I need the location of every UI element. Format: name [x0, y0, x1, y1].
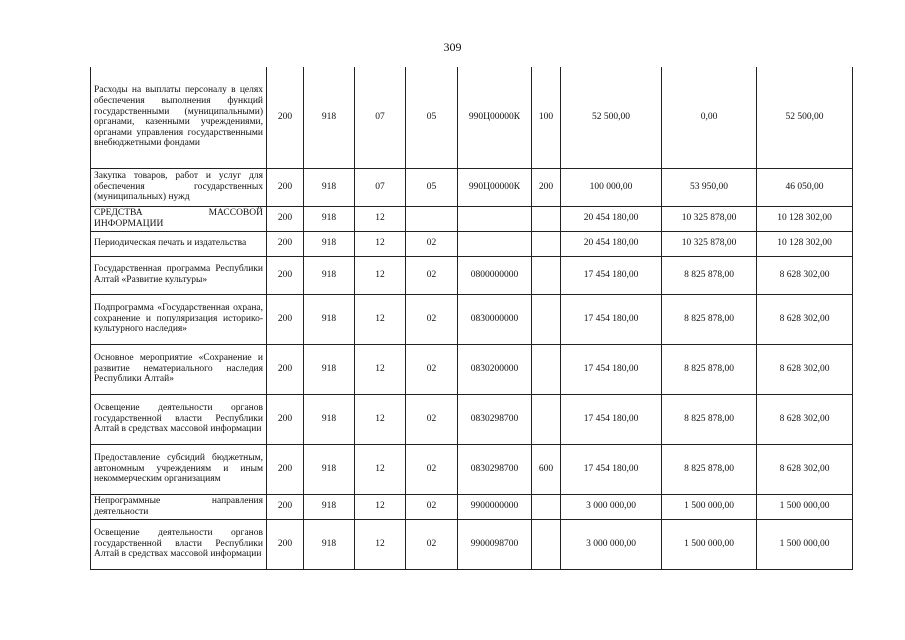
amount-total-cell: 17 454 180,00 — [561, 394, 662, 444]
expense-type-cell — [532, 294, 561, 344]
amount-total-cell: 17 454 180,00 — [561, 344, 662, 394]
amount-column-2-cell: 8 825 878,00 — [662, 256, 757, 294]
amount-total-cell: 3 000 000,00 — [561, 494, 662, 519]
subsection-cell: 02 — [406, 394, 458, 444]
row-name-cell: Освещение деятельности органов государственной власти Республики Алтай в средствах массовой информации — [91, 394, 267, 444]
subsection-cell: 05 — [406, 168, 458, 206]
expense-type-cell — [532, 494, 561, 519]
amount-column-2-cell: 1 500 000,00 — [662, 494, 757, 519]
amount-column-3-cell: 10 128 302,00 — [757, 206, 853, 231]
row-name-cell: СРЕДСТВА МАССОВОЙ ИНФОРМАЦИИ — [91, 206, 267, 231]
expense-type-cell — [532, 519, 561, 569]
target-article-cell: 9900098700 — [458, 519, 532, 569]
table-row — [91, 494, 853, 519]
code-cell-1: 200 — [267, 256, 304, 294]
expense-type-cell: 200 — [532, 168, 561, 206]
code-cell-1: 200 — [267, 206, 304, 231]
amount-column-2-cell: 8 825 878,00 — [662, 394, 757, 444]
target-article-cell — [458, 231, 532, 256]
ministry-code-cell: 918 — [304, 294, 355, 344]
amount-column-2-cell: 8 825 878,00 — [662, 294, 757, 344]
subsection-cell: 02 — [406, 231, 458, 256]
amount-column-2-cell: 10 325 878,00 — [662, 231, 757, 256]
ministry-code-cell: 918 — [304, 206, 355, 231]
row-name-cell: Предоставление субсидий бюджетным, автономным учреждениям и иным некоммерческим организациям — [91, 444, 267, 494]
code-cell-1: 200 — [267, 67, 304, 168]
target-article-cell: 990Ц00000К — [458, 168, 532, 206]
ministry-code-cell: 918 — [304, 344, 355, 394]
page-number: 309 — [443, 40, 462, 54]
target-article-cell: 0830298700 — [458, 394, 532, 444]
section-cell: 12 — [355, 494, 406, 519]
code-cell-1: 200 — [267, 344, 304, 394]
target-article-cell — [458, 206, 532, 231]
subsection-cell: 02 — [406, 344, 458, 394]
amount-column-3-cell: 1 500 000,00 — [757, 519, 853, 569]
table-row — [91, 231, 853, 256]
table-row — [91, 444, 853, 494]
table-row — [91, 67, 853, 168]
expense-type-cell — [532, 344, 561, 394]
table-row — [91, 344, 853, 394]
amount-column-2-cell: 8 825 878,00 — [662, 444, 757, 494]
amount-column-2-cell: 0,00 — [662, 67, 757, 168]
expense-type-cell — [532, 206, 561, 231]
amount-total-cell: 17 454 180,00 — [561, 256, 662, 294]
ministry-code-cell: 918 — [304, 519, 355, 569]
ministry-code-cell: 918 — [304, 394, 355, 444]
amount-column-3-cell: 8 628 302,00 — [757, 256, 853, 294]
amount-total-cell: 20 454 180,00 — [561, 206, 662, 231]
target-article-cell: 990Ц00000К — [458, 67, 532, 168]
table-row — [91, 294, 853, 344]
section-cell: 12 — [355, 394, 406, 444]
code-cell-1: 200 — [267, 394, 304, 444]
amount-column-3-cell: 1 500 000,00 — [757, 494, 853, 519]
subsection-cell: 02 — [406, 519, 458, 569]
amount-total-cell: 3 000 000,00 — [561, 519, 662, 569]
section-cell: 07 — [355, 168, 406, 206]
ministry-code-cell: 918 — [304, 494, 355, 519]
ministry-code-cell: 918 — [304, 256, 355, 294]
expense-type-cell — [532, 256, 561, 294]
amount-column-2-cell: 10 325 878,00 — [662, 206, 757, 231]
subsection-cell: 02 — [406, 444, 458, 494]
row-name-cell: Периодическая печать и издательства — [91, 231, 267, 256]
row-name-cell: Закупка товаров, работ и услуг для обеспечения государственных (муниципальных) нужд — [91, 168, 267, 206]
code-cell-1: 200 — [267, 294, 304, 344]
section-cell: 07 — [355, 67, 406, 168]
amount-total-cell: 100 000,00 — [561, 168, 662, 206]
target-article-cell: 0830298700 — [458, 444, 532, 494]
table-row — [91, 519, 853, 569]
subsection-cell: 02 — [406, 494, 458, 519]
amount-column-2-cell: 53 950,00 — [662, 168, 757, 206]
table-row — [91, 256, 853, 294]
amount-column-3-cell: 52 500,00 — [757, 67, 853, 168]
target-article-cell: 0830200000 — [458, 344, 532, 394]
amount-column-3-cell: 8 628 302,00 — [757, 294, 853, 344]
expense-type-cell — [532, 231, 561, 256]
target-article-cell: 0800000000 — [458, 256, 532, 294]
amount-total-cell: 17 454 180,00 — [561, 444, 662, 494]
ministry-code-cell: 918 — [304, 168, 355, 206]
subsection-cell: 02 — [406, 294, 458, 344]
section-cell: 12 — [355, 344, 406, 394]
row-name-cell: Подпрограмма «Государственная охрана, сохранение и популяризация историко-культурного наследия» — [91, 294, 267, 344]
ministry-code-cell: 918 — [304, 231, 355, 256]
expense-type-cell: 600 — [532, 444, 561, 494]
row-name-cell: Расходы на выплаты персоналу в целях обеспечения выполнения функций государственными (муниципальными) органами, казенными учреждениями, органами управления государственными внебюджетными фондами — [91, 67, 267, 168]
target-article-cell: 0830000000 — [458, 294, 532, 344]
amount-total-cell: 17 454 180,00 — [561, 294, 662, 344]
table-row — [91, 168, 853, 206]
amount-total-cell: 52 500,00 — [561, 67, 662, 168]
ministry-code-cell: 918 — [304, 444, 355, 494]
code-cell-1: 200 — [267, 444, 304, 494]
section-cell: 12 — [355, 231, 406, 256]
section-cell: 12 — [355, 206, 406, 231]
expense-type-cell: 100 — [532, 67, 561, 168]
section-cell: 12 — [355, 519, 406, 569]
section-cell: 12 — [355, 444, 406, 494]
amount-column-3-cell: 8 628 302,00 — [757, 444, 853, 494]
subsection-cell: 05 — [406, 67, 458, 168]
amount-column-3-cell: 8 628 302,00 — [757, 394, 853, 444]
section-cell: 12 — [355, 294, 406, 344]
expense-type-cell — [532, 394, 561, 444]
target-article-cell: 9900000000 — [458, 494, 532, 519]
code-cell-1: 200 — [267, 494, 304, 519]
amount-total-cell: 20 454 180,00 — [561, 231, 662, 256]
table-row — [91, 206, 853, 231]
code-cell-1: 200 — [267, 168, 304, 206]
row-name-cell: Непрограммные направления деятельности — [91, 494, 267, 519]
amount-column-2-cell: 1 500 000,00 — [662, 519, 757, 569]
code-cell-1: 200 — [267, 519, 304, 569]
row-name-cell: Государственная программа Республики Алтай «Развитие культуры» — [91, 256, 267, 294]
ministry-code-cell: 918 — [304, 67, 355, 168]
amount-column-3-cell: 8 628 302,00 — [757, 344, 853, 394]
section-cell: 12 — [355, 256, 406, 294]
amount-column-3-cell: 10 128 302,00 — [757, 231, 853, 256]
table-row — [91, 394, 853, 444]
row-name-cell: Освещение деятельности органов государственной власти Республики Алтай в средствах массовой информации — [91, 519, 267, 569]
subsection-cell — [406, 206, 458, 231]
subsection-cell: 02 — [406, 256, 458, 294]
budget-table — [90, 67, 853, 570]
row-name-cell: Основное мероприятие «Сохранение и развитие нематериального наследия Республики Алтай» — [91, 344, 267, 394]
amount-column-3-cell: 46 050,00 — [757, 168, 853, 206]
code-cell-1: 200 — [267, 231, 304, 256]
amount-column-2-cell: 8 825 878,00 — [662, 344, 757, 394]
